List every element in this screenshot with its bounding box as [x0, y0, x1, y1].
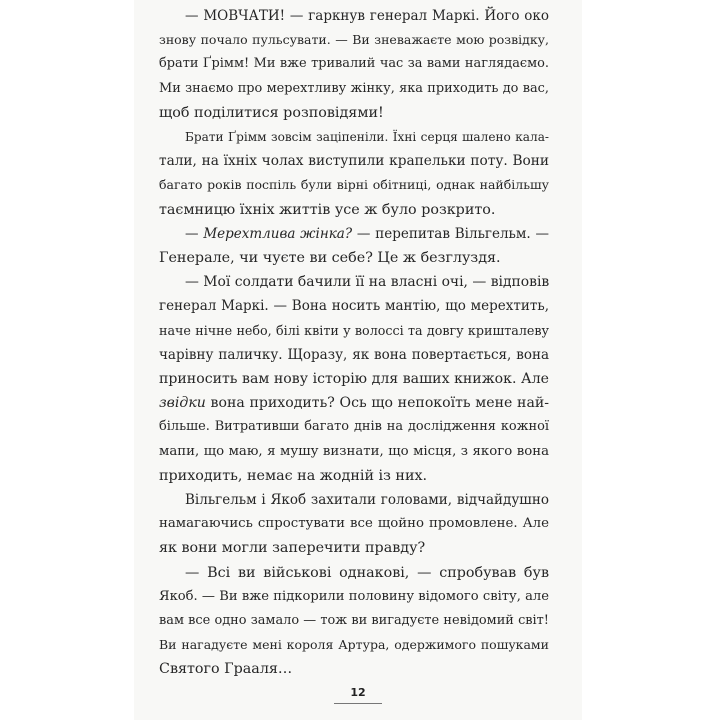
text-line: наче нічне небо, білі квіти у волоссі та довгу кришталеву [159, 322, 549, 338]
text-line: — МОВЧАТИ! — гаркнув генерал Маркі. Його око [185, 8, 549, 24]
text-line: — Мерехтлива жінка? — перепитав Вільгельм. — [185, 225, 550, 242]
book-page [134, 0, 582, 720]
text-line: Брати Ґрімм зовсім заціпеніли. Їхні серця шалено кала- [185, 130, 549, 145]
text-line: знову почало пульсувати. — Ви зневажаєте мою розвідку, [159, 32, 549, 48]
text-line: Ми знаємо про мерехтливу жінку, яка приходить до вас, [159, 80, 549, 96]
text-line: мапи, що маю, я мушу визнати, що місця, з якого вона [159, 443, 549, 459]
text-line: звідки вона приходить? Ось що непокоїть мене най- [159, 395, 549, 412]
text-line: Генерале, чи чуєте ви себе? Це ж безглуздя. [159, 250, 501, 267]
text-line: Ви нагадуєте мені короля Артура, одержимого пошуками [159, 637, 549, 653]
text-line: — Мої солдати бачили її на власні очі, — відповів [185, 274, 550, 291]
page-number-underline [334, 703, 382, 704]
italic-phrase: Мерехтлива жінка? [203, 225, 353, 242]
text-line: Якоб. — Ви вже підкорили половину відомого світу, але [159, 588, 549, 604]
italic-phrase: звідки [159, 395, 206, 412]
text-line: вам все одно замало — тож ви вигадуєте невідомий світ! [159, 613, 549, 629]
text-line: таємницю їхніх життів усе ж було розкрито. [159, 201, 496, 218]
text-line: як вони могли заперечити правду? [159, 540, 426, 557]
text-line: багато років поспіль були вірні обітниці, однак найбільшу [159, 177, 549, 193]
text-line: тали, на їхніх чолах виступили крапельки поту. Вони [159, 153, 549, 170]
text-line: — Всі ви військові однакові, — спробував був [185, 564, 549, 581]
text-line: генерал Маркі. — Вона носить мантію, що мерехтить, [159, 298, 549, 315]
text-line: брати Ґрімм! Ми вже тривалий час за вами наглядаємо. [159, 56, 549, 72]
page-text [159, 4, 549, 682]
text-line: чарівну паличку. Щоразу, як вона повертається, вона [159, 346, 549, 363]
text-line: Святого Грааля… [159, 661, 293, 678]
text-line: намагаючись спростувати все щойно промовлене. Але [159, 516, 549, 532]
page-number: 12 [350, 686, 366, 699]
text-line: приносить вам нову історію для ваших книжок. Але [159, 371, 549, 388]
text-line: більше. Витративши багато днів на дослідження кожної [159, 419, 549, 435]
text-line: Вільгельм і Якоб захитали головами, відчайдушно [185, 492, 549, 509]
text-line: приходить, немає на жодній із них. [159, 467, 428, 484]
text-line: щоб поділитися розповідями! [159, 104, 384, 121]
